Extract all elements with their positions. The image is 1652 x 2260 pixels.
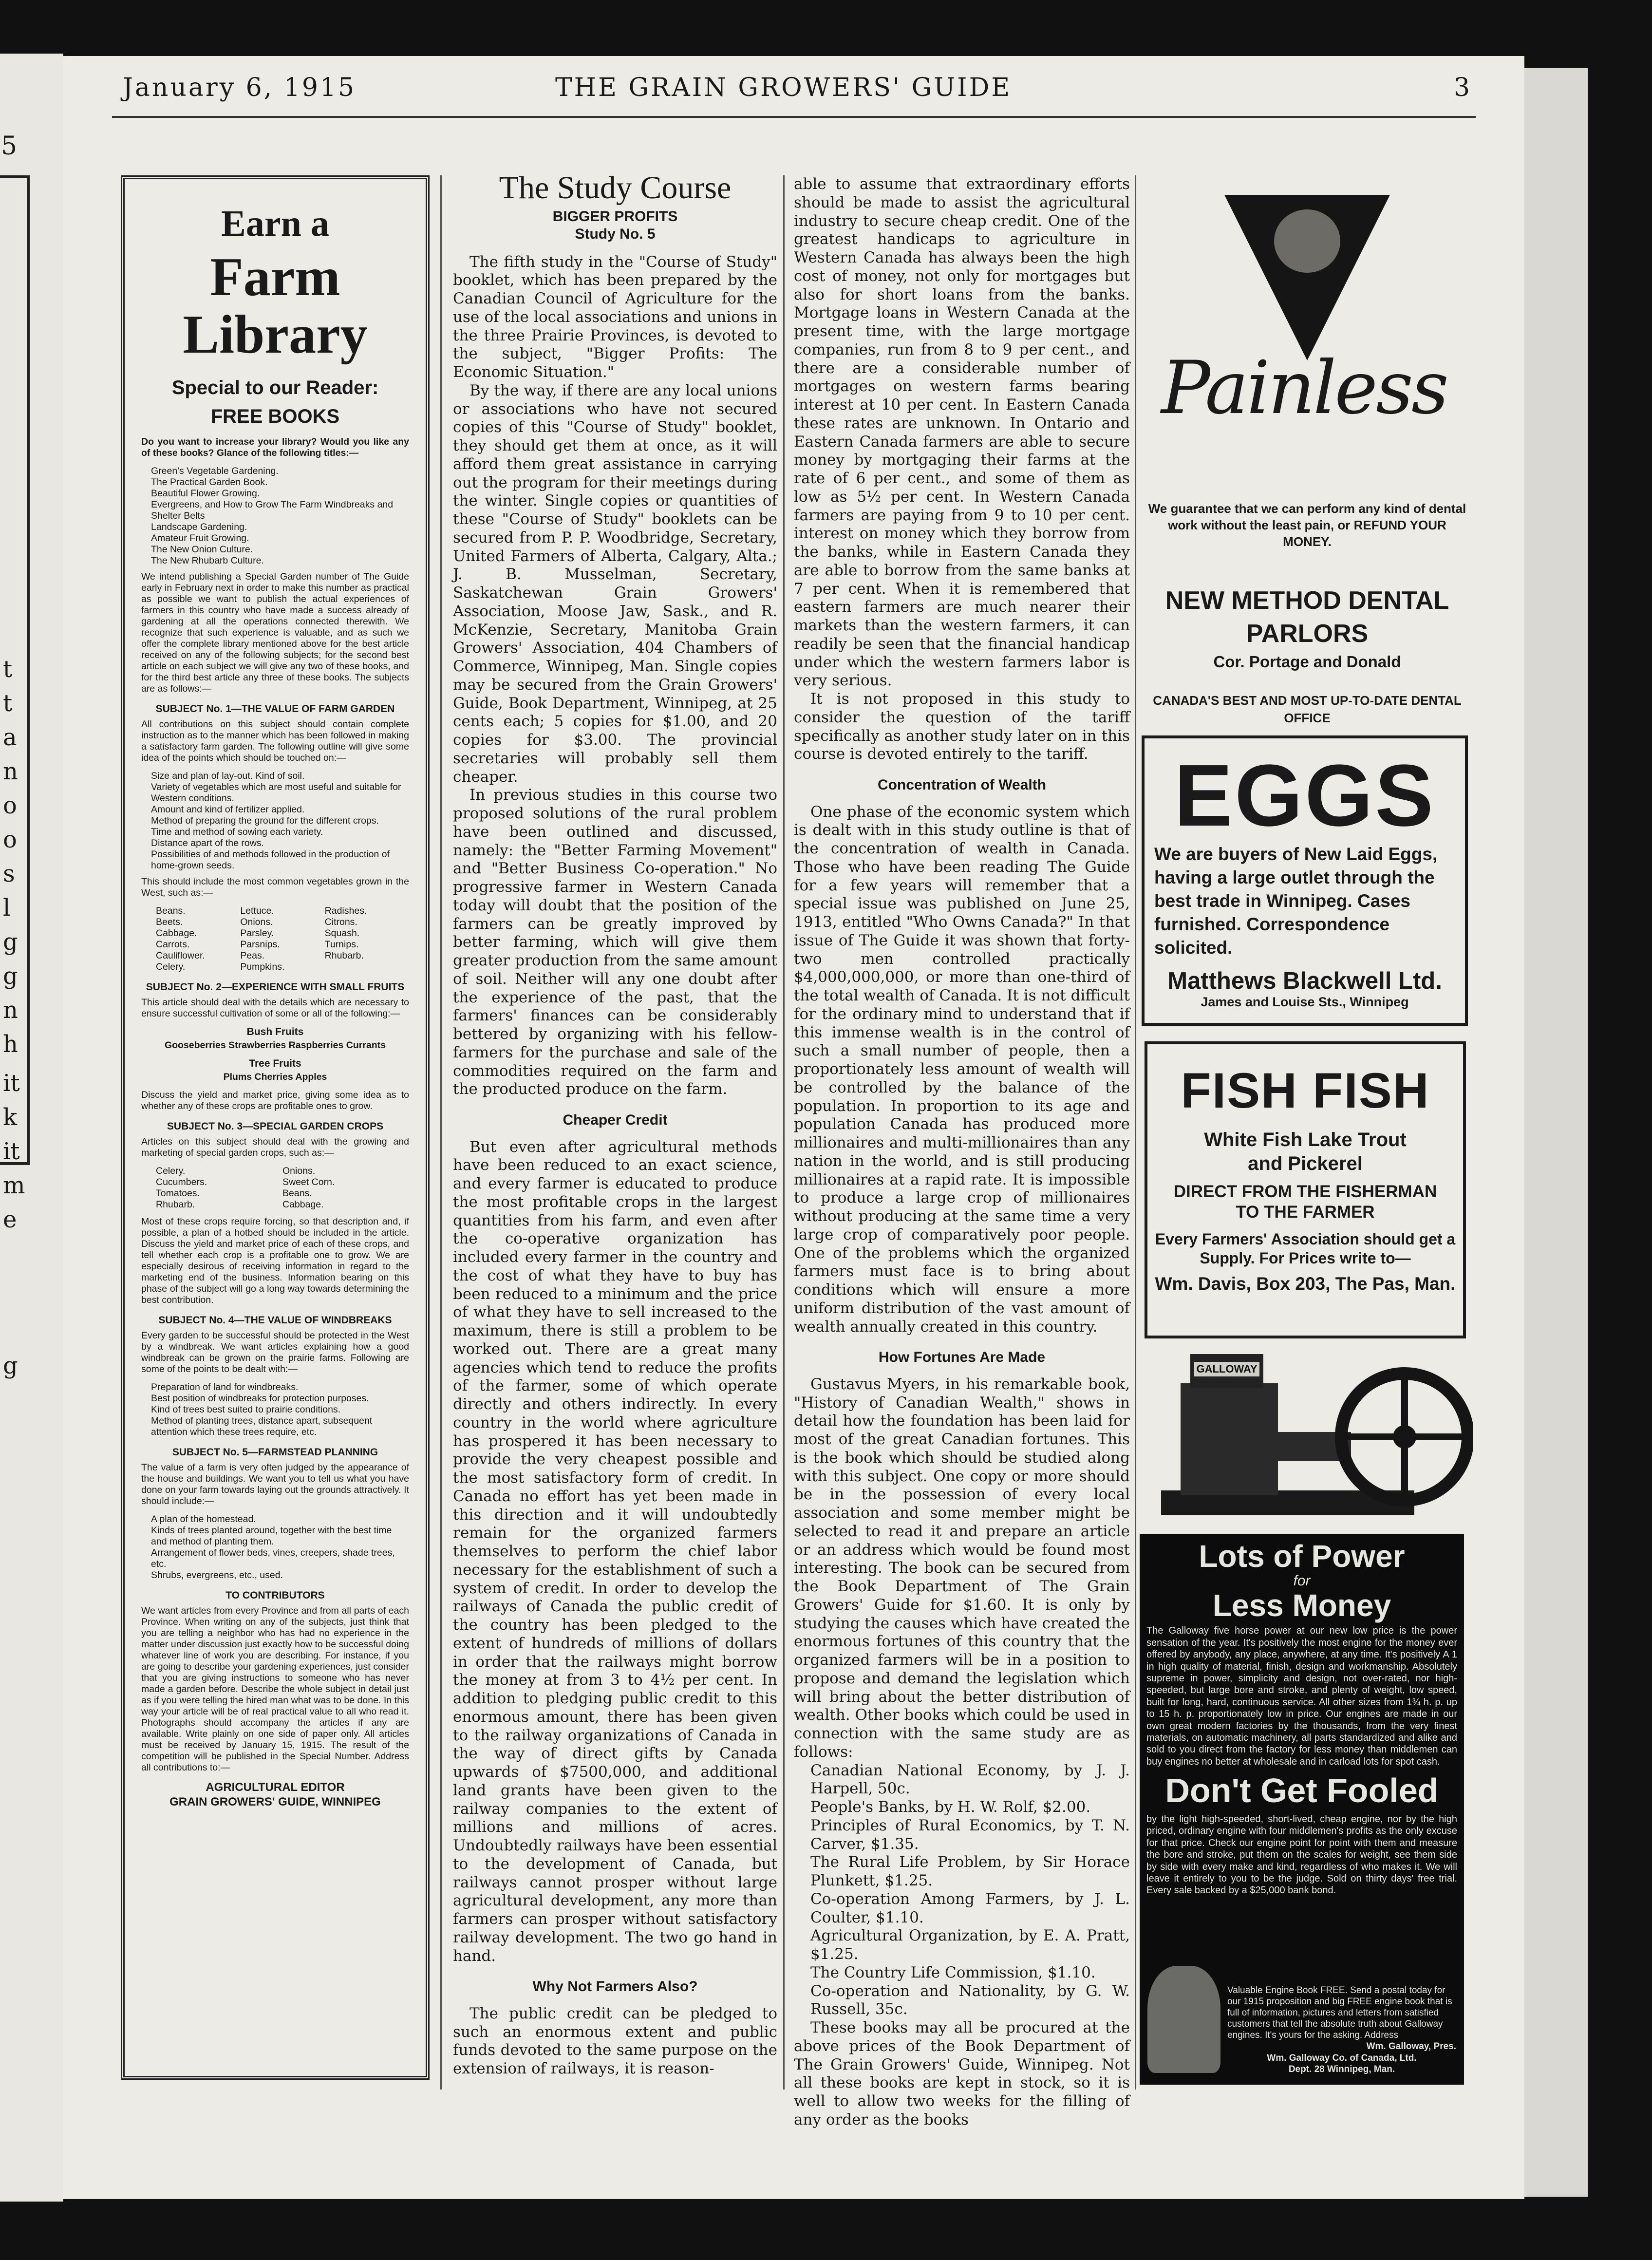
farm-library-ad xyxy=(121,175,430,2080)
book-reference: People's Banks, by H. W. Rolf, $2.00. xyxy=(810,1798,1091,1816)
editor-address xyxy=(141,1780,409,1809)
article-paragraphs-2 xyxy=(794,175,1130,764)
subject-4-text: Every garden to be successful should be protected in the West by a windbreak. We want articles explaining how a good windbreak can be grown on the prairie farms. Following are some of the points to be dealt with:— xyxy=(141,1330,409,1375)
subject-2-end: Discuss the yield and market price, giving some idea as to whether any of these crops are profitable ones to grow. xyxy=(141,1090,409,1112)
crop-item: Rhubarb. xyxy=(156,1199,195,1210)
vegetable-grid xyxy=(156,905,409,973)
subject-point: Kind of trees best suited to prairie conditions. xyxy=(151,1404,341,1415)
vegetable-item: Beans. xyxy=(156,905,186,917)
book-reference: Co-operation Among Farmers, by J. L. Coulter, $1.10. xyxy=(810,1890,1130,1926)
crop-item: Sweet Corn. xyxy=(282,1177,335,1188)
fish-title: FISH FISH xyxy=(1181,1063,1430,1118)
vegetable-item: Parsnips. xyxy=(240,939,280,950)
subject-point: Amount and kind of fertilizer applied. xyxy=(151,804,305,815)
header-rule xyxy=(112,116,1476,118)
subject-point: Method of planting trees, distance apart, subsequent attention which these trees require, etc. xyxy=(151,1415,373,1438)
fish-line-2: and Pickerel xyxy=(1248,1152,1363,1174)
engine-drawing xyxy=(1142,1344,1473,1529)
prev-page-letter: m xyxy=(3,1172,25,1199)
subject-2-heading: SUBJECT No. 2—EXPERIENCE WITH SMALL FRUITS xyxy=(146,981,405,993)
subject-point: Preparation of land for windbreaks. xyxy=(151,1382,299,1393)
vegetable-item: Citrons. xyxy=(324,917,357,928)
book-title: Beautiful Flower Growing. xyxy=(151,488,260,499)
prev-page-letter: n xyxy=(3,997,18,1024)
prev-page-letter: s xyxy=(3,860,15,887)
book-title: Green's Vegetable Gardening. xyxy=(151,466,279,477)
vegetable-item: Squash. xyxy=(324,928,360,939)
subject-point: A plan of the homestead. xyxy=(151,1514,256,1525)
galloway-signature: Wm. Galloway, Pres. xyxy=(1366,2041,1456,2052)
eggs-firm: Matthews Blackwell Ltd. xyxy=(1167,968,1442,995)
subject-1-points xyxy=(151,771,409,871)
article-column-2 xyxy=(794,175,1130,2129)
book-title: Evergreens, and How to Grow The Farm Windbreaks and Shelter Belts xyxy=(151,499,394,522)
farm-library-heading: Farm Library xyxy=(183,247,368,365)
article-kicker: BIGGER PROFITS xyxy=(552,208,678,225)
dental-tagline: CANADA'S BEST AND MOST UP-TO-DATE DENTAL OFFICE xyxy=(1153,693,1462,726)
fish-supply: Every Farmers' Association should get a Supply. For Prices write to— xyxy=(1155,1230,1456,1267)
eggs-ad xyxy=(1142,735,1468,1026)
vegetable-item: Beets. xyxy=(156,917,183,928)
page-edge xyxy=(1524,68,1588,2197)
galloway-text-2: by the light high-speeded, short-lived, cheap engine, nor by the high priced, ordinary engine with four middlemen's profits as the only excuse for that price. Check our engine point for point with them and measure the bore and stroke, put them on the scales for weight, see them side by side with every make and kind, regardless of who makes it. We will leave it entirely to you to be the judge. Sold on thirty days' free trial. Every sale backed by a $25,000 bank bond. xyxy=(1146,1814,1457,1896)
prev-page-letter: g xyxy=(3,962,18,990)
column-rule xyxy=(440,175,442,2090)
crop-item: Celery. xyxy=(156,1166,186,1177)
bush-fruits-list: Gooseberries Strawberries Raspberries Currants xyxy=(164,1040,386,1051)
painless-script: Painless xyxy=(1161,346,1447,431)
vegetable-item: Turnips. xyxy=(324,939,359,950)
galloway-ad xyxy=(1140,1534,1464,2085)
previous-page-edge xyxy=(0,54,63,2202)
article-paragraph: One phase of the economic system which is dealt with in this study outline is that of the concentration of wealth in Canada. Those who have been reading The Guide for a few years will remember that a special issue was published on June 25, 1913, entitled "Who Owns Canada?" In that issue of The Guide it was shown that forty-two men controlled practically $4,000,000,000, or more than one-third of the total wealth of Canada. It is not difficult for the ordinary mind to understand that if this immense wealth is in the control of such a small number of people, then a proportionately less amount of wealth will be controlled by the balance of the population. In proportion to its age and population Canada has produced more millionaires and multi-millionaires than any nation in the world, and is still producing millionaires at a rapid rate. It is impossible to produce a large crop of millionaires without producing at the same time a very large crop of comparatively poor people. One of the problems which the organized farmers must face is to bring about conditions which will ensure a more uniform distribution of the vast amount of wealth annually created in this country. xyxy=(794,803,1130,1336)
prev-page-letter: g xyxy=(3,1352,18,1379)
subject-point: Shrubs, evergreens, etc., used. xyxy=(151,1570,283,1581)
eggs-body: We are buyers of New Laid Eggs, having a large outlet through the best trade in Winnipeg. Cases furnished. Correspondence solicited. xyxy=(1154,844,1438,958)
article-paragraph: able to assume that extraordinary efforts should be made to assist the agricultural industry to secure cheap credit. One of the greatest handicaps to agriculture in Western Canada has always been the high cost of money, not only for mortgages but also for short loans from the banks. Mortgage loans in Western Canada at the present time, with the large mortgage companies, run from 8 to 9 per cent., and there are a considerable number of mortgages on western farms bearing interest at 10 per cent. In Eastern Canada these rates are unknown. In Ontario and Eastern Canada farmers are able to secure money by mortgaging their farms at the rate of 6 per cent., and some of them as low as 5½ per cent. In Western Canada farmers are paying from 9 to 10 per cent. interest on money which they borrow from the banks, while in Eastern Canada they are able to borrow from the same banks at 7 per cent. When it is remembered that eastern farmers are much nearer their markets than the western farmers, it can readily be seen that the financial handicap under which the western farmers labor is very serious. xyxy=(794,175,1130,690)
vegetable-item: Pumpkins. xyxy=(240,961,285,973)
subject-4-heading: SUBJECT No. 4—THE VALUE OF WINDBREAKS xyxy=(158,1315,392,1326)
subhead-concentration: Concentration of Wealth xyxy=(877,777,1047,793)
contributors-heading: TO CONTRIBUTORS xyxy=(225,1590,325,1601)
article-paragraph: It is not proposed in this study to consider the question of the tariff specifically as another study later on in this course is devoted entirely to the tariff. xyxy=(794,690,1130,763)
crop-item: Tomatoes. xyxy=(156,1188,200,1199)
vegetable-item: Radishes. xyxy=(324,905,367,917)
subject-5-text: The value of a farm is very often judged by the appearance of the house and buildings. We want you to tell us what you have done on your farm towards laying out the grounds attractively. It should include:— xyxy=(141,1462,409,1507)
subject-2-text: This article should deal with the details which are necessary to ensure successful cultivation of some or all of the following:— xyxy=(141,997,409,1019)
book-reference: Agricultural Organization, by E. A. Pratt, $1.25. xyxy=(810,1927,1130,1963)
engine-illustration xyxy=(1142,1344,1473,1529)
prev-page-letter: a xyxy=(3,724,17,751)
dental-ad xyxy=(1142,195,1473,731)
book-reference: Canadian National Economy, by J. J. Harpell, 50c. xyxy=(810,1761,1130,1798)
book-title: Landscape Gardening. xyxy=(151,522,247,533)
vegetable-item: Cauliflower. xyxy=(156,950,205,961)
subhead-why-not-farmers: Why Not Farmers Also? xyxy=(532,1978,698,1995)
prev-page-letter: t xyxy=(3,656,13,683)
galloway-heading-1: Lots of Power xyxy=(1199,1539,1405,1574)
subject-point: Best position of windbreaks for protection purposes. xyxy=(151,1393,369,1404)
announcement-text: We intend publishing a Special Garden number of The Guide early in February next in order to make this number as practical as possible we want to publish the actual experiences of farmers in this country who have made a success already of gardening at all the operations connected therewith. We recognize that such experience is valuable, and as such we offer the complete library mentioned above for the best article received on any of the following subjects; for the second best article on each subject we will give any two of these books, and for the third best article any three of these books. The subjects are as follows:— xyxy=(141,571,409,695)
intro-text: Do you want to increase your library? Would you like any of these books? Glance of the following titles:— xyxy=(141,436,409,459)
column-rule xyxy=(1135,175,1136,2090)
subhead-cheaper-credit: Cheaper Credit xyxy=(563,1112,668,1129)
subject-point: Size and plan of lay-out. Kind of soil. xyxy=(151,771,305,782)
fish-line-1: White Fish Lake Trout xyxy=(1204,1129,1407,1150)
article-paragraph: Gustavus Myers, in his remarkable book, "History of Canadian Wealth," shows in detail how the foundation has been laid for most of the great Canadian fortunes. This is the book which should be studied along with this subject. One copy or more should be in the possession of every local association and some member might be selected to read it and prepare an article or an address which would be found most interesting. The book can be secured from the Book Department of The Grain Growers' Guide for $1.60. It is only by studying the causes which have created the enormous fortunes of this country that the organized farmers will be in a position to propose and demand the legislation which will bring about the better distribution of wealth. Other books which could be used in connection with the same study are as follows: xyxy=(794,1375,1130,1761)
vegetable-item: Rhubarb. xyxy=(324,950,364,961)
subhead-fortunes: How Fortunes Are Made xyxy=(878,1349,1046,1366)
prev-page-letter: it xyxy=(3,1070,20,1097)
tree-fruits-list: Plums Cherries Apples xyxy=(223,1072,327,1083)
prev-page-letter: it xyxy=(3,1138,20,1165)
vegetable-item: Onions. xyxy=(240,917,273,928)
subject-point: Possibilities of and methods followed in the production of home-grown seeds. xyxy=(151,849,390,871)
subject-4-points xyxy=(151,1382,409,1438)
book-references xyxy=(794,1762,1130,2019)
column-rule xyxy=(783,175,785,2090)
article-paragraph: The public credit can be pledged to such an enormous extent and public funds devoted to the same purpose on the extension of railways, it is reason- xyxy=(453,2004,777,2078)
book-reference: Principles of Rural Economics, by T. N. Carver, $1.35. xyxy=(810,1816,1130,1853)
vegetable-item: Carrots. xyxy=(156,939,190,950)
issue-date: January 6, 1915 xyxy=(123,73,357,102)
masthead-title: THE GRAIN GROWERS' GUIDE xyxy=(555,73,1012,102)
book-title: Amateur Fruit Growing. xyxy=(151,533,249,544)
subject-point: Variety of vegetables which are most useful and suitable for Western conditions. xyxy=(151,782,401,804)
article-title: The Study Course xyxy=(499,170,732,206)
crop-item: Cucumbers. xyxy=(156,1177,207,1188)
tree-fruits-heading: Tree Fruits xyxy=(249,1058,301,1070)
page-number: 3 xyxy=(1454,73,1472,102)
fish-direct-1: DIRECT FROM THE FISHERMAN xyxy=(1173,1182,1437,1201)
book-reference: The Rural Life Problem, by Sir Horace Plunkett, $1.25. xyxy=(810,1853,1130,1890)
subject-point: Arrangement of flower beds, vines, creepers, shade trees, etc. xyxy=(151,1547,395,1570)
subject-5-heading: SUBJECT No. 5—FARMSTEAD PLANNING xyxy=(172,1447,378,1458)
article-study-number: Study No. 5 xyxy=(575,226,656,243)
dental-address: Cor. Portage and Donald xyxy=(1213,653,1401,671)
article-paragraph: The fifth study in the "Course of Study" booklet, which has been prepared by the Canadian Council of Agriculture for the use of the local associations and unions in the three Prairie Provinces, is devoted to the subject, "Bigger Profits: The Economic Situation." xyxy=(453,253,777,381)
vegetable-item: Celery. xyxy=(156,961,186,973)
earn-heading: Earn a xyxy=(221,203,329,244)
prev-page-letter: l xyxy=(3,894,11,922)
book-list xyxy=(151,466,409,566)
dental-guarantee: We guarantee that we can perform any kind of dental work without the least pain, or REFUND YOUR MONEY. xyxy=(1148,501,1466,549)
subject-1-heading: SUBJECT No. 1—THE VALUE OF FARM GARDEN xyxy=(155,703,395,715)
prev-page-letter: h xyxy=(3,1031,18,1058)
article-paragraph: In previous studies in this course two proposed solutions of the rural problem have been outlined and discussed, namely: the "Better Farming Movement" and "Better Business Co-operation." No progressive farmer in Western Canada today will doubt that the position of the farmers can be greatly improved by better farming, which will give them greater production from the same amount of soil. Neither will any one doubt after the experience of the past, that the farmers' finances can be considerably bettered by organizing with his fellow-farmers for the purchase and sale of the commodities required on the farm and the producted produce on the farm. xyxy=(453,786,777,1098)
article-paragraph: These books may all be procured at the above prices of the Book Department of The Grain Growers' Guide, Winnipeg. Not all these books are kept in stock, so it is well to allow two weeks for the filling of any order as the books xyxy=(794,2019,1130,2128)
bush-fruits-heading: Bush Fruits xyxy=(246,1026,304,1038)
galloway-company: Wm. Galloway Co. of Canada, Ltd. xyxy=(1267,2053,1417,2063)
book-title: The New Rhubarb Culture. xyxy=(151,555,264,566)
editor-line: AGRICULTURAL EDITOR xyxy=(206,1781,345,1794)
portrait-face xyxy=(1274,209,1340,273)
book-reference: Co-operation and Nationality, by G. W. Russell, 35c. xyxy=(810,1982,1130,2018)
galloway-dont-get-fooled: Don't Get Fooled xyxy=(1165,1771,1439,1810)
subject-point: Distance apart of the rows. xyxy=(151,838,264,849)
subject-point: Time and method of sowing each variety. xyxy=(151,827,323,838)
article-paragraphs-1b xyxy=(453,1138,777,1966)
vegetable-item: Parsley. xyxy=(240,928,274,939)
dental-name: NEW METHOD DENTAL PARLORS xyxy=(1165,586,1449,648)
prev-page-letter: o xyxy=(3,792,17,819)
special-heading: Special to our Reader: xyxy=(171,377,379,399)
subject-1-note: This should include the most common vegetables grown in the West, such as:— xyxy=(141,876,409,899)
prev-page-letter: t xyxy=(3,690,13,717)
vegetable-item: Peas. xyxy=(240,950,265,961)
subject-3-text: Articles on this subject should deal with the growing and marketing of special garden crops, such as:— xyxy=(141,1136,409,1159)
fish-ad xyxy=(1145,1041,1466,1338)
fish-direct-2: TO THE FARMER xyxy=(1236,1203,1375,1222)
fish-address: Wm. Davis, Box 203, The Pas, Man. xyxy=(1155,1274,1456,1294)
vegetable-item: Lettuce. xyxy=(240,905,274,917)
crop-item: Cabbage. xyxy=(282,1199,324,1210)
prev-page-letter: e xyxy=(3,1206,17,1233)
subject-5-points xyxy=(151,1514,409,1581)
crop-item: Beans. xyxy=(282,1188,312,1199)
galloway-order-text xyxy=(1227,1985,1456,2075)
prev-page-letter: k xyxy=(3,1104,18,1131)
book-title: The New Onion Culture. xyxy=(151,544,253,555)
vegetable-item xyxy=(325,961,409,973)
article-column-1 xyxy=(453,170,777,2078)
prev-page-number: 5 xyxy=(1,132,18,161)
prev-page-letter: n xyxy=(3,758,18,785)
prev-page-letter: g xyxy=(3,928,18,956)
free-books-heading: FREE BOOKS xyxy=(210,406,340,428)
subject-3-end: Most of these crops require forcing, so that description and, if possible, a plan of a hotbed should be included in the article. Discuss the yield and market price of each of these crops, and tell whether each crop is a profitable one to grow. We are especially desirous of receiving information in regard to the marketing end of the business. Information bearing on this phase of the subject will go a long way towards determining the best contribution. xyxy=(141,1216,409,1306)
eggs-address: James and Louise Sts., Winnipeg xyxy=(1201,995,1409,1010)
galloway-dept: Dept. 28 Winnipeg, Man. xyxy=(1288,2064,1395,2074)
book-title: The Practical Garden Book. xyxy=(151,477,268,488)
subject-point: Kinds of trees planted around, together with the best time and method of planting them. xyxy=(151,1525,392,1547)
book-reference: The Country Life Commission, $1.10. xyxy=(810,1963,1096,1981)
subject-1-text: All contributions on this subject should contain complete instruction as to the manner which has been followed in making a satisfactory farm garden. The following outline will give some idea of the points which should be touched on:— xyxy=(141,719,409,764)
subject-point: Method of preparing the ground for the different crops. xyxy=(151,815,379,827)
galloway-heading-for: for xyxy=(1293,1573,1311,1589)
subject-3-heading: SUBJECT No. 3—SPECIAL GARDEN CROPS xyxy=(167,1121,384,1132)
engine-brand-label: GALLOWAY xyxy=(1196,1363,1258,1375)
crop-grid xyxy=(156,1166,409,1210)
galloway-heading-2: Less Money xyxy=(1212,1588,1391,1623)
article-paragraph: But even after agricultural methods have been reduced to an exact science, and every farmer is educated to produce the most profitable crops in the largest quantities from his farm, and even after the co-operative organization has included every farmer in the country and the cost of what they have to buy has been reduced to a minimum and the price of what they have to sell increased to the maximum, there is still a problem to be worked out. There are a great many agencies which tend to reduce the profits of the farmer, some of which operate directly and others indirectly. In every country in the world where agriculture has prospered it has been necessary to provide the very cheapest possible and the most satisfactory form of credit. In Canada no effort has yet been made in this direction and it will undoubtedly remain for the organized farmers themselves to perform the chief labor necessary for the establishment of such a system of credit. In order to develop the railways of Canada the public credit of the country has been pledged to the extent of hundreds of millions of dollars in order that the railways might borrow the money at from 3 to 4½ per cent. In addition to pledging public credit to this enormous amount, there has been given to the railway organizations of Canada in the way of direct gifts by Canada upwards of $7500,000, and additional land grants have been given to the railway companies to the extent of millions and millions of acres. Undoubtedly railways have been essential to the development of Canada, but railways cannot prosper without large agricultural development, any more than farmers can prosper without satisfactory railway development. The two go hand in hand. xyxy=(453,1138,777,1965)
galloway-text-1: The Galloway five horse power at our new low price is the power sensation of the year. It's positively the most engine for the money ever offered by anybody, any place, anywhere, at any time. It's positively A 1 in high quality of material, finish, design and workmanship. Absolutely supreme in power, simplicity and design, not over-rated, nor high-speeded, but large bore and stroke, and plenty of weight, low speed, built for long, hard, continuous service. All other sizes from 1¾ h. p. up to 15 h. p. proportionately low in price. Our engines are made in our own great modern factories by the thousands, from the very finest materials, on automatic machinery, all parts standardized and alike and sold to you direct from the factory for less money than middlemen can buy engines no better at wholesale and in carload lots for spot cash. xyxy=(1146,1625,1457,1767)
prev-page-letter: o xyxy=(3,826,17,853)
crop-item: Onions. xyxy=(282,1166,316,1177)
article-paragraph: By the way, if there are any local unions or associations who have not secured copies of this "Course of Study" booklet, they should get them at once, as it will afford them great assistance in carrying out the program for their meetings during the winter. Single copies or quantities of these "Course of Study" booklets can be secured from P. P. Woodbridge, Secretary, United Farmers of Alberta, Calgary, Alta.; J. B. Musselman, Secretary, Saskatchewan Grain Growers' Association, Moose Jaw, Sask., and R. McKenzie, Secretary, Manitoba Grain Growers' Association, 404 Chambers of Commerce, Winnipeg, Man. Single copies may be secured from the Grain Growers' Guide, Book Department, Winnipeg, at 25 cents each; 5 copies for $1.00, and 20 copies for $3.00. The provincial secretaries will probably sell them cheaper. xyxy=(453,381,777,786)
galloway-portrait xyxy=(1147,1966,1220,2073)
eggs-title: EGGS xyxy=(1174,747,1436,845)
galloway-book-offer: Valuable Engine Book FREE. Send a postal today for our 1915 proposition and big FREE engine book that is full of information, pictures and letters from satisfied customers that tell the absolute truth about Galloway engines. It's yours for the asking. Address xyxy=(1227,1985,1452,2041)
vegetable-item: Cabbage. xyxy=(156,928,197,939)
contributors-text: We want articles from every Province and from all parts of each Province. When writing on any of the subjects, just think that you are telling a neighbor who has had no experience in the matter under discussion just exactly how to be successful doing whatever line of work you are describing. For instance, if you are going to describe your gardening experiences, just consider that you are giving instructions to someone who has never made a garden before. Describe the whole subject in detail just as if you were telling the hired man what was to be done. In this way your article will be of real practical value to all who read it. Photographs should accompany the articles if any are available. Write plainly on one side of paper only. All articles must be received by January 15, 1915. The result of the competition will be published in the Special Number. Address all contributions to:— xyxy=(141,1605,409,1773)
guide-line: GRAIN GROWERS' GUIDE, WINNIPEG xyxy=(169,1795,381,1809)
article-paragraphs-1 xyxy=(453,253,777,1099)
